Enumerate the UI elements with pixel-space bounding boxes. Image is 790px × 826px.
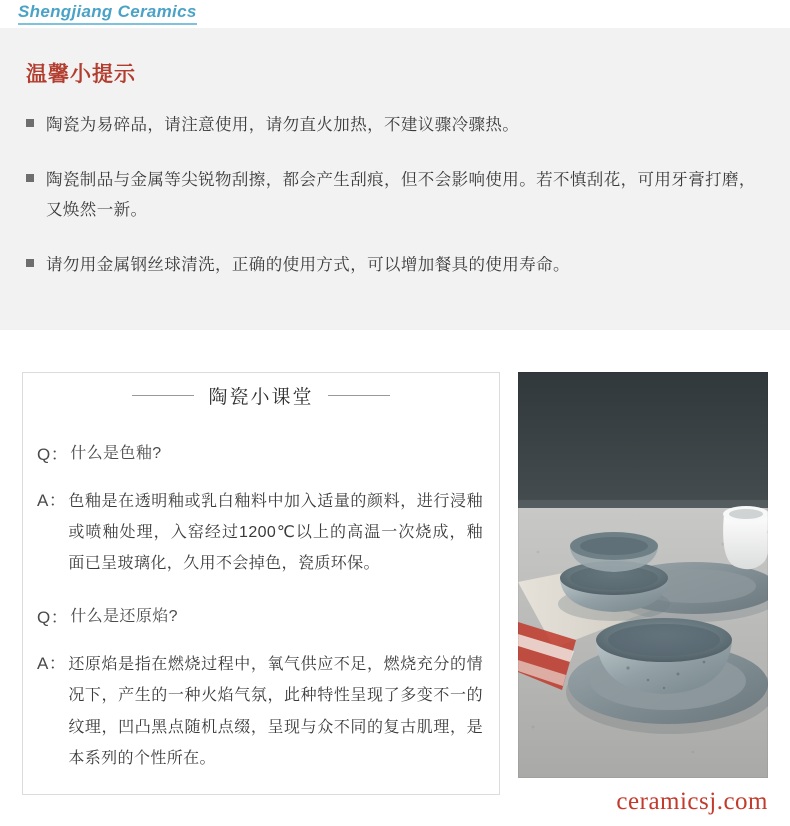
qa-answer [37,486,483,580]
question-label: Q： [37,445,69,465]
question-text: 什么是色釉? [70,445,162,463]
footer [616,788,768,816]
answer-label: A： [37,654,67,674]
list-item [22,250,768,281]
question-label: Q： [37,608,69,628]
tip-text: 陶瓷制品与金属等尖锐物刮擦，都会产生刮痕，但不会影响使用。若不慎刮花，可用牙膏打磨，又焕然一新。 [46,170,756,220]
square-bullet-icon [26,259,34,267]
list-item [22,165,768,226]
qa-question [37,603,483,633]
answer-text: 还原焰是指在燃烧过程中，氧气供应不足，燃烧充分的情况下，产生的一种火焰气氛，此种特性呈现了多变不一的纹理，凹凸黑点随机点缀，呈现与众不同的复古肌理，是本系列的个性所在。 [68,656,483,767]
answer-label: A： [37,490,67,510]
qa-body [22,418,500,795]
qa-column [22,372,500,795]
ceramic-classroom-section [0,330,790,795]
qa-heading-title: 陶瓷小课堂 [208,387,314,409]
tips-title: 温馨小提示 [26,63,136,86]
right-rule-divider [328,395,390,396]
tips-panel [0,28,790,330]
tip-text: 陶瓷为易碎品，请注意使用，请勿直火加热，不建议骤冷骤热。 [46,116,520,134]
square-bullet-icon [26,174,34,182]
brand-header [0,0,790,28]
site-url-text: ceramicsj.com [616,788,768,815]
qa-heading-bar [22,372,500,418]
question-text: 什么是还原焰? [70,608,178,626]
list-item [22,110,768,141]
answer-text: 色釉是在透明釉或乳白釉料中加入适量的颜料，进行浸釉或喷釉处理，入窑经过1200℃以上的高温一次烧成，釉面已呈玻璃化，久用不会掉色，瓷质环保。 [68,492,483,573]
tip-text: 请勿用金属钢丝球清洗，正确的使用方式，可以增加餐具的使用寿命。 [46,255,570,274]
brand-logo-text: Shengjiang Ceramics [18,2,197,25]
photo-illustration [518,372,768,778]
left-rule-divider [132,395,194,396]
qa-question [37,440,483,470]
ceramic-tableware-photo [518,372,768,778]
spacer [37,595,483,603]
qa-answer [37,649,483,774]
square-bullet-icon [26,119,34,127]
